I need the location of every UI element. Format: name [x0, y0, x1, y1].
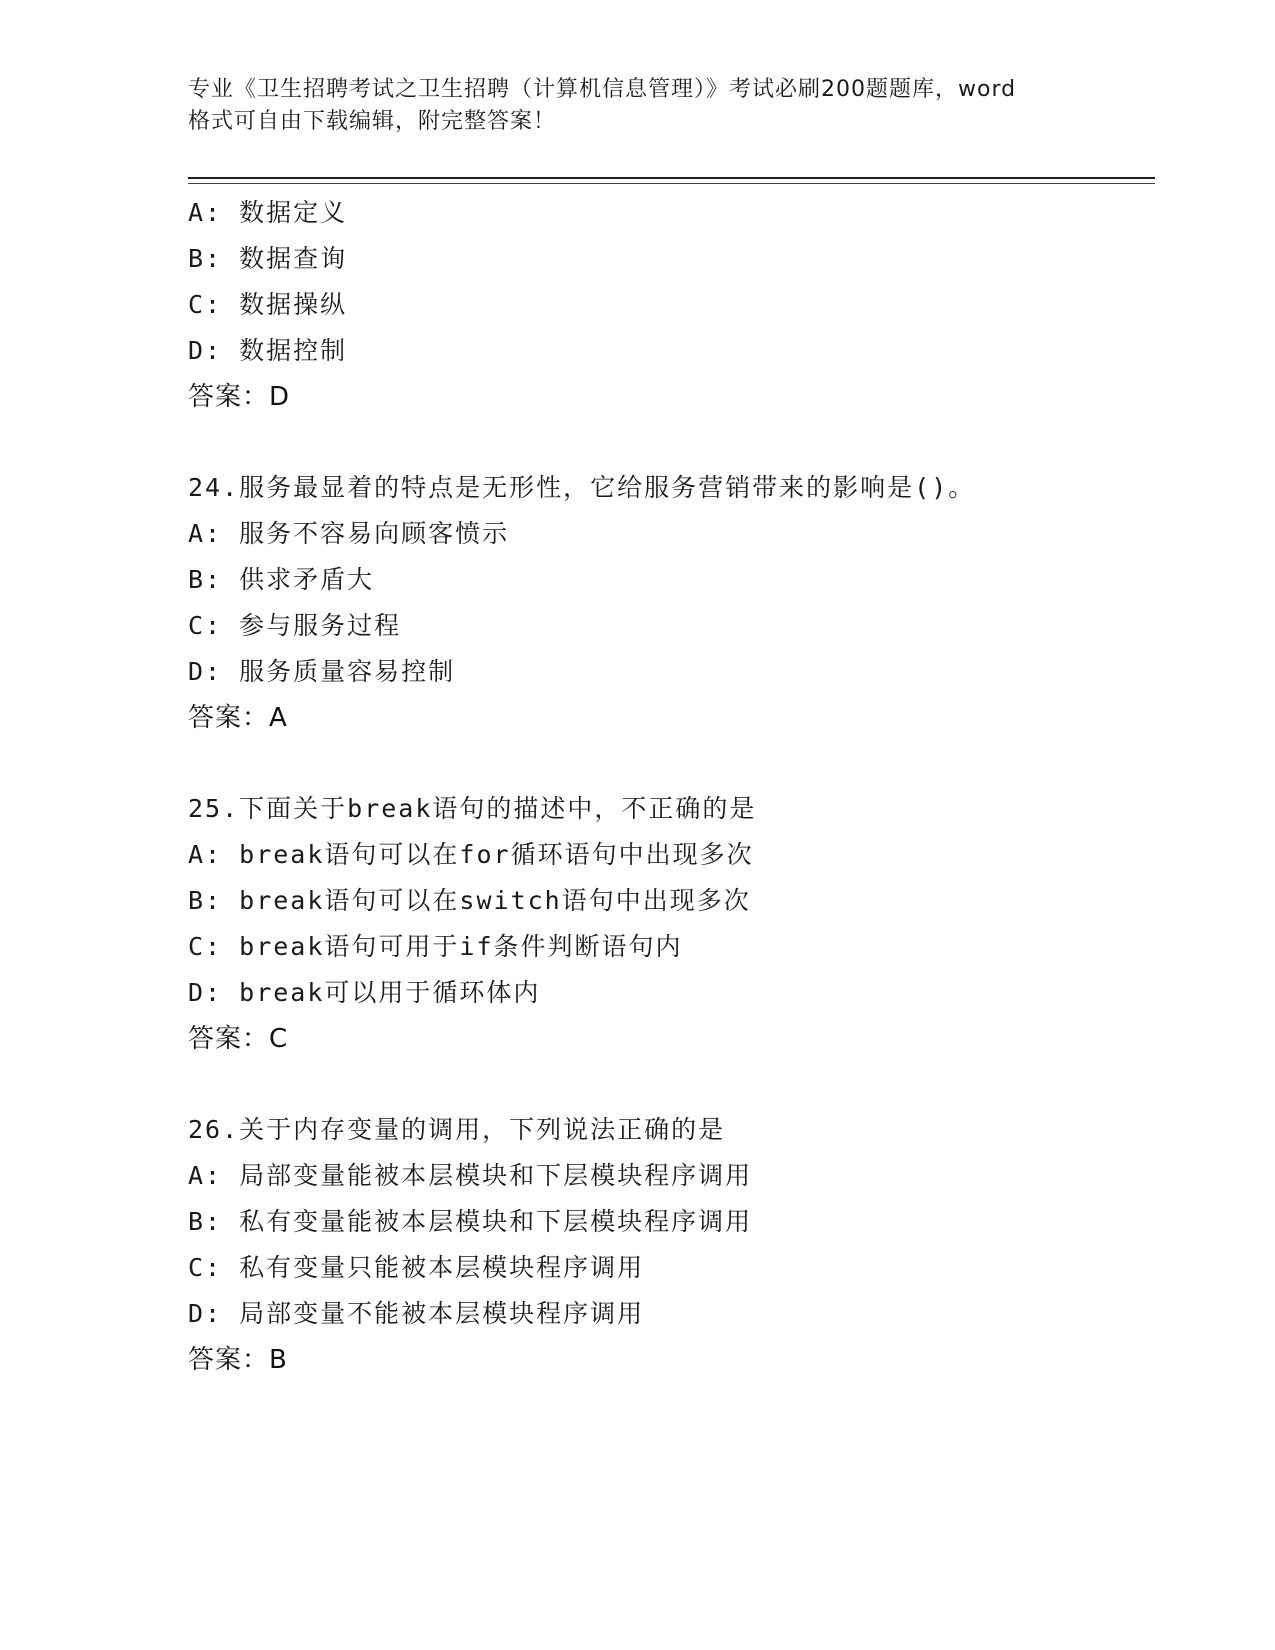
question-text: 26.关于内存变量的调用，下列说法正确的是 [188, 1115, 726, 1144]
option-d: D: 局部变量不能被本层模块程序调用 [188, 1299, 645, 1328]
answer-line: 答案：C [188, 1024, 289, 1054]
header-line-2: 格式可自由下载编辑，附完整答案！ [188, 109, 557, 134]
answer-line: 答案：A [188, 703, 288, 733]
option-a: A: 局部变量能被本层模块和下层模块程序调用 [188, 1161, 753, 1190]
question-block-23 [188, 190, 1148, 420]
question-block-25 [188, 786, 1148, 1062]
option-d: D: 服务质量容易控制 [188, 657, 456, 686]
question-spacer [188, 1062, 1148, 1107]
option-d: D: break可以用于循环体内 [188, 978, 541, 1007]
option-c: C: 数据操纵 [188, 290, 348, 319]
question-list [188, 190, 1148, 1383]
question-block-26 [188, 1107, 1148, 1383]
question-text: 24.服务最显着的特点是无形性，它给服务营销带来的影响是()。 [188, 473, 976, 502]
option-c: C: 私有变量只能被本层模块程序调用 [188, 1253, 645, 1282]
header-divider-thin [188, 183, 1155, 184]
document-header [188, 74, 1088, 138]
option-b: B: 数据查询 [188, 244, 348, 273]
option-c: C: break语句可用于if条件判断语句内 [188, 932, 683, 961]
question-text: 25.下面关于break语句的描述中，不正确的是 [188, 794, 757, 823]
question-spacer [188, 741, 1148, 786]
option-d: D: 数据控制 [188, 336, 348, 365]
answer-line: 答案：B [188, 1345, 288, 1375]
question-block-24 [188, 465, 1148, 741]
header-divider-thick [188, 177, 1155, 179]
answer-line: 答案：D [188, 382, 291, 412]
option-b: B: 私有变量能被本层模块和下层模块程序调用 [188, 1207, 753, 1236]
option-a: A: break语句可以在for循环语句中出现多次 [188, 840, 754, 869]
question-spacer [188, 420, 1148, 465]
option-b: B: 供求矛盾大 [188, 565, 375, 594]
option-c: C: 参与服务过程 [188, 611, 402, 640]
option-b: B: break语句可以在switch语句中出现多次 [188, 886, 751, 915]
option-a: A: 服务不容易向顾客愤示 [188, 519, 510, 548]
option-a: A: 数据定义 [188, 198, 348, 227]
header-line-1: 专业《卫生招聘考试之卫生招聘（计算机信息管理）》考试必刷200题题库，word [188, 77, 1017, 102]
